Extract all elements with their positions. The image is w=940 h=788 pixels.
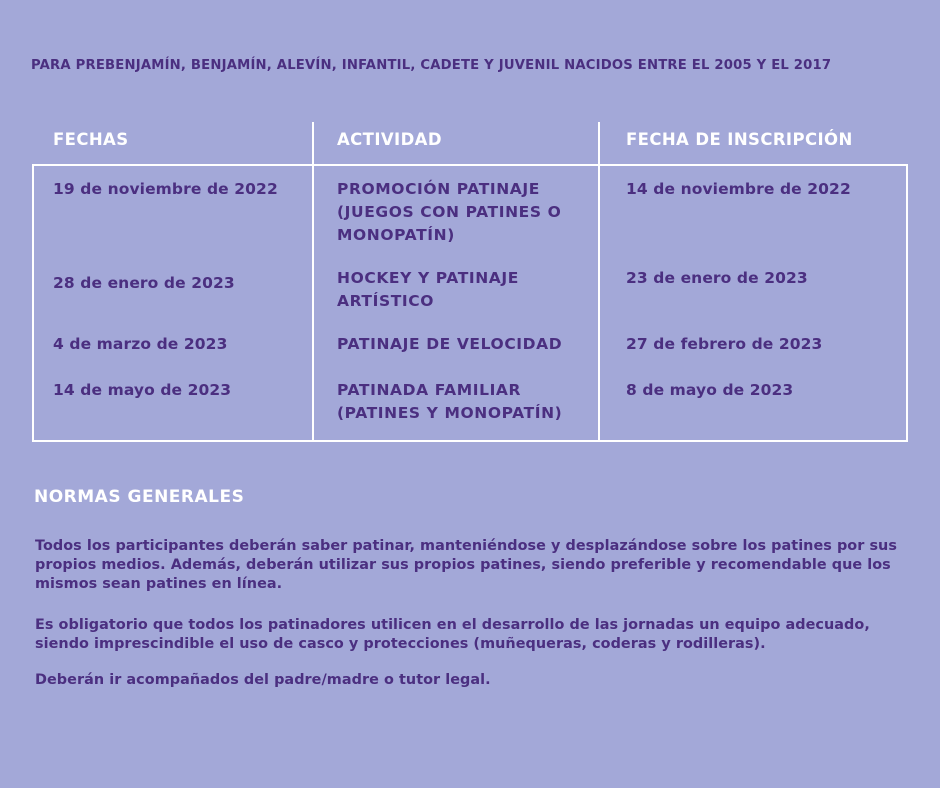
row3-actividad: PATINAJE DE VELOCIDAD	[337, 335, 563, 353]
table-divider-2	[598, 122, 600, 442]
table-border-right	[906, 164, 908, 442]
row1-fecha: 19 de noviembre de 2022	[53, 180, 278, 198]
row1-inscripcion: 14 de noviembre de 2022	[626, 180, 851, 198]
row2-fecha: 28 de enero de 2023	[53, 274, 235, 292]
normas-paragraph-3: Deberán ir acompañados del padre/madre o tutor legal.	[35, 672, 491, 688]
row4-inscripcion: 8 de mayo de 2023	[626, 381, 794, 399]
table-border-bottom	[32, 440, 908, 442]
header-actividad: ACTIVIDAD	[337, 130, 442, 149]
row2-actividad: HOCKEY Y PATINAJE ARTÍSTICO	[337, 269, 519, 310]
header-fecha-inscripcion: FECHA DE INSCRIPCIÓN	[626, 130, 853, 149]
intro-text: PARA PREBENJAMÍN, BENJAMÍN, ALEVÍN, INFANTIL, CADETE Y JUVENIL NACIDOS ENTRE EL 2005 Y EL 2017	[31, 58, 832, 73]
row3-fecha: 4 de marzo de 2023	[53, 335, 228, 353]
normas-paragraph-2: Es obligatorio que todos los patinadores utilicen en el desarrollo de las jornadas un equipo adecuado, siendo imprescindible el uso de casco y protecciones (muñequeras, coderas y rodilleras).	[35, 617, 870, 652]
table-border-left	[32, 164, 34, 442]
row2-inscripcion: 23 de enero de 2023	[626, 269, 808, 287]
header-fechas: FECHAS	[53, 130, 129, 149]
schedule-table	[32, 122, 908, 442]
row3-inscripcion: 27 de febrero de 2023	[626, 335, 823, 353]
row1-actividad: PROMOCIÓN PATINAJE (JUEGOS CON PATINES O MONOPATÍN)	[337, 180, 562, 244]
normas-title: NORMAS GENERALES	[34, 487, 245, 507]
row4-fecha: 14 de mayo de 2023	[53, 381, 232, 399]
normas-paragraph-1: Todos los participantes deberán saber patinar, manteniéndose y desplazándose sobre los patines por sus propios medios. Además, deberán utilizar sus propios patines, siendo preferible y recomendable que los mismos sean patines en línea.	[35, 538, 897, 592]
row4-actividad: PATINADA FAMILIAR (PATINES Y MONOPATÍN)	[337, 381, 563, 422]
table-border-top	[32, 164, 908, 166]
table-divider-1	[312, 122, 314, 442]
